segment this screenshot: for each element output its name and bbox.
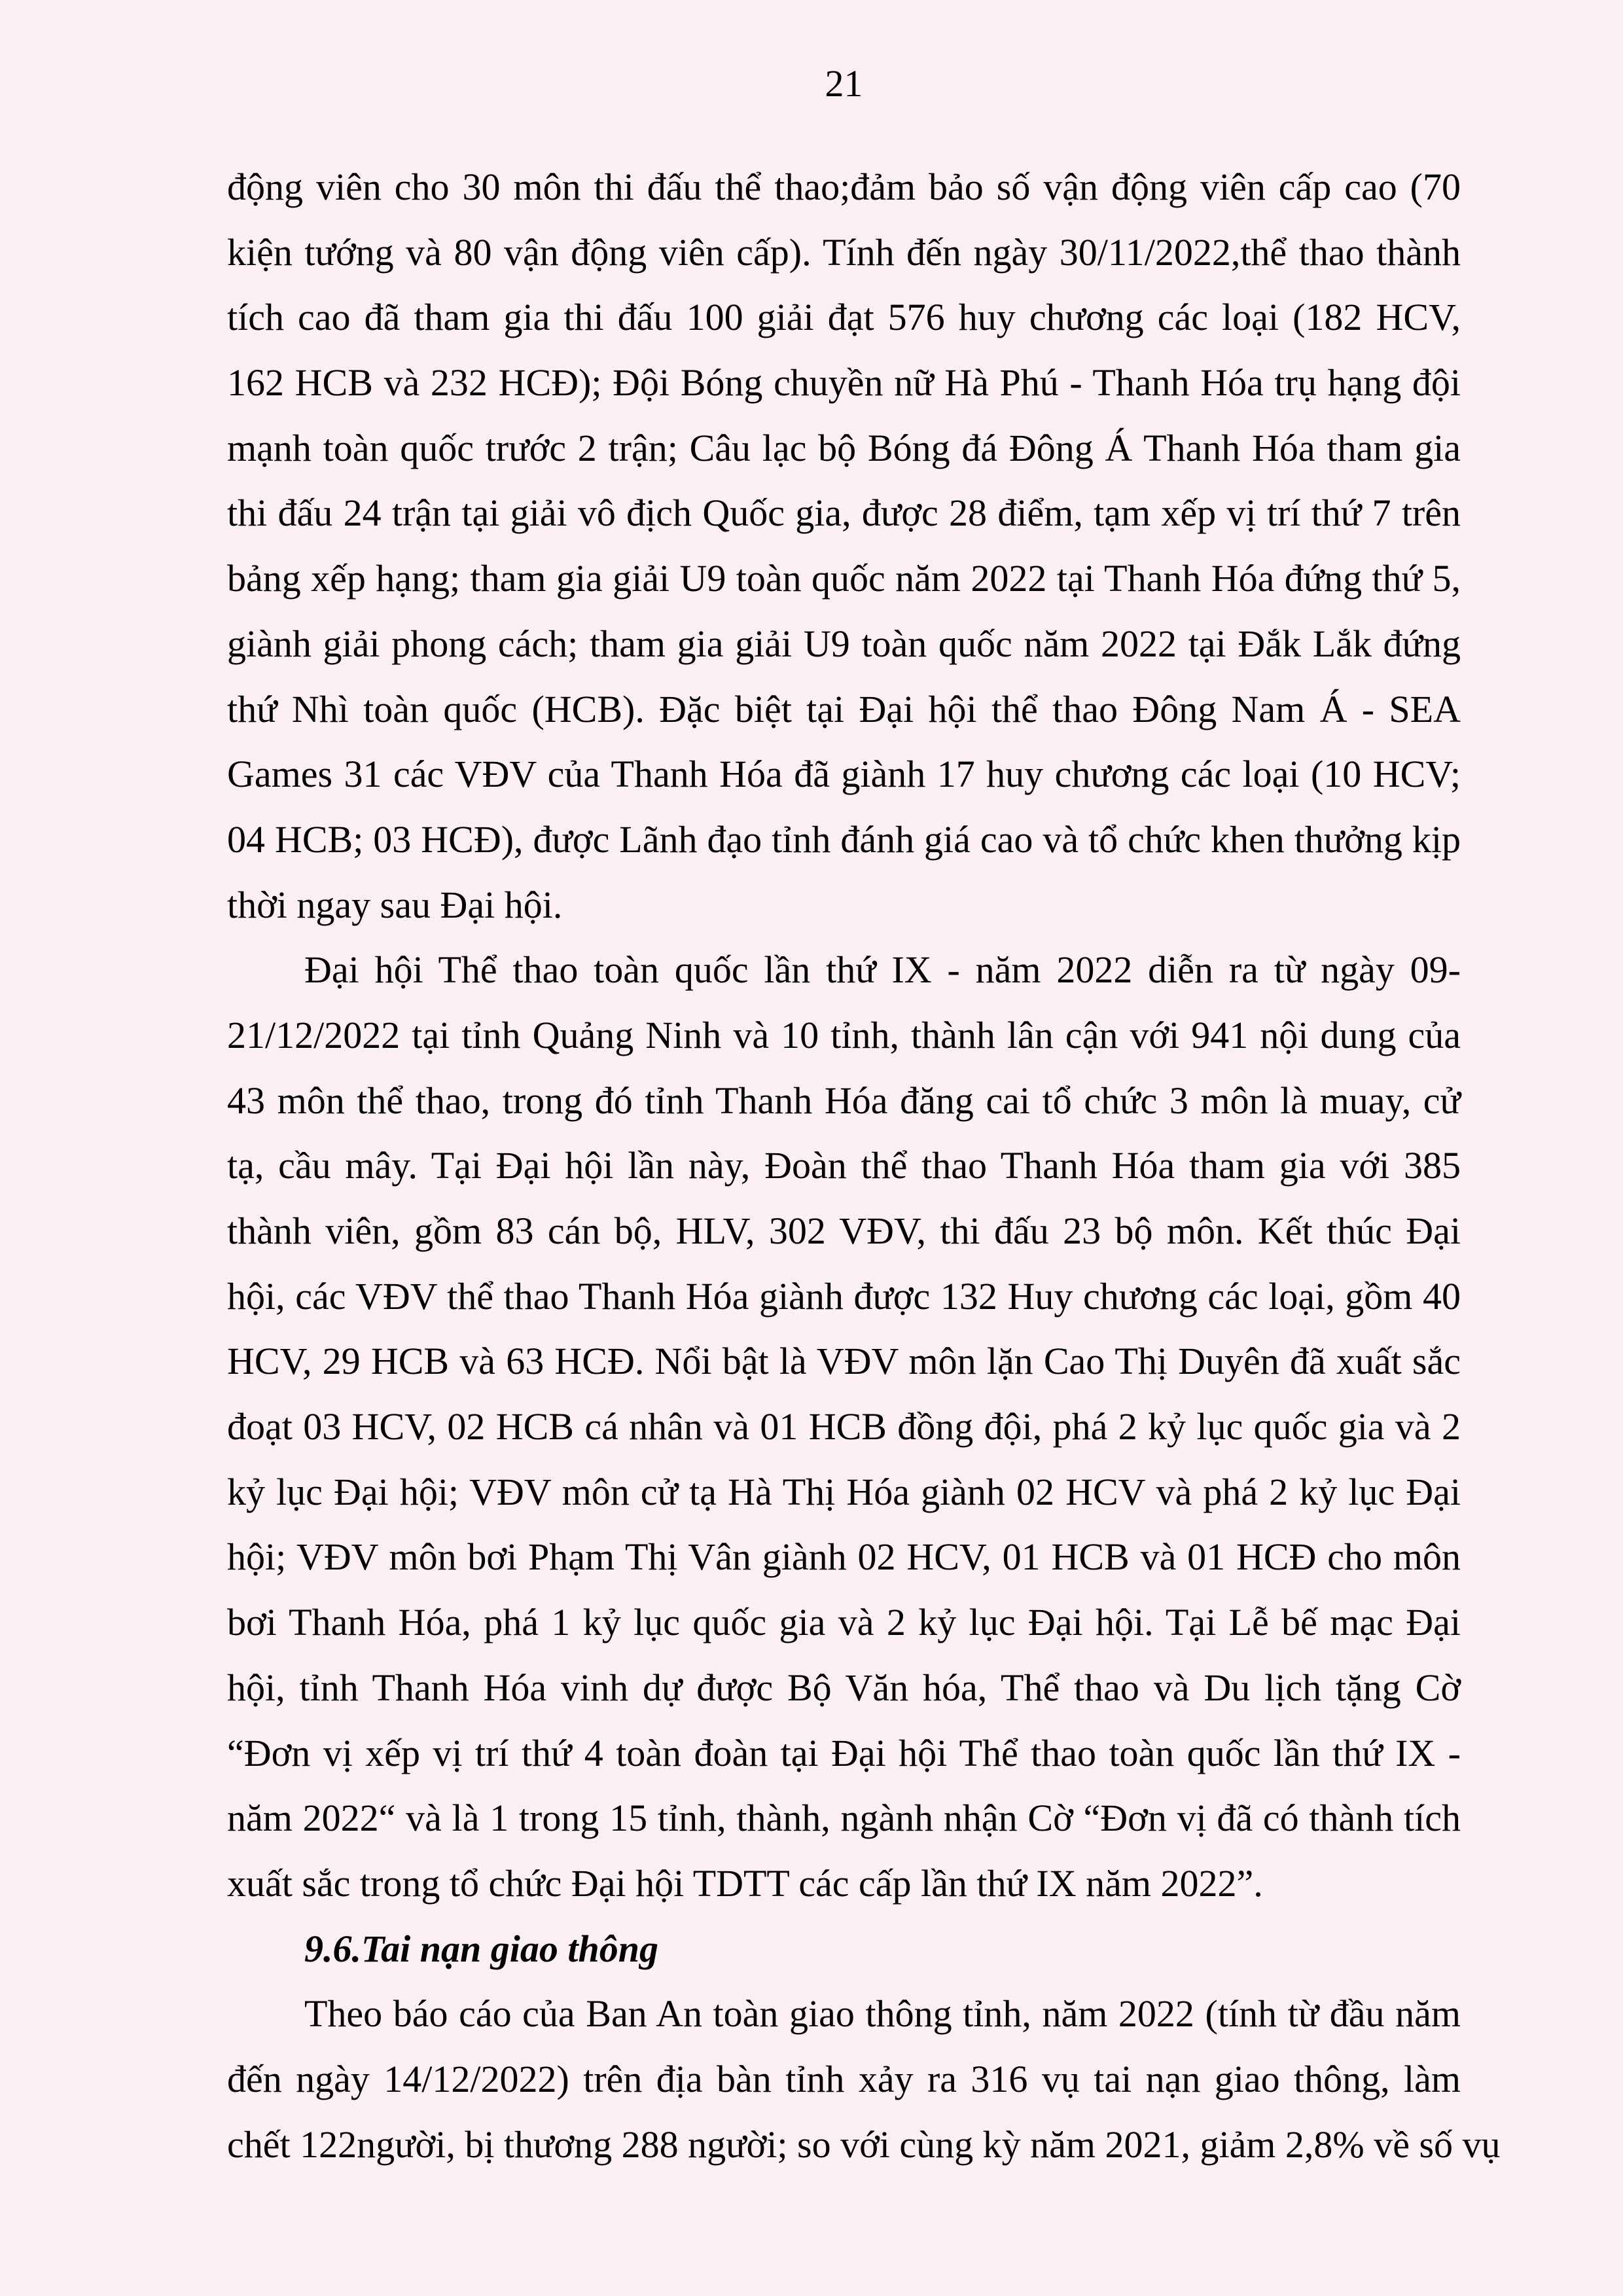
text-line: tích cao đã tham gia thi đấu 100 giải đạt 576 huy chương các loại (182 HCV, [227, 296, 1461, 339]
paragraph-3 [227, 1981, 1501, 2177]
text-line: Đại hội Thể thao toàn quốc lần thứ IX - năm 2022 diễn ra từ ngày 09- [304, 948, 1461, 992]
section-heading: 9.6.Tai nạn giao thông [304, 1927, 658, 1970]
text-line: thành viên, gồm 83 cán bộ, HLV, 302 VĐV, thi đấu 23 bộ môn. Kết thúc Đại [227, 1210, 1461, 1252]
text-line: thứ Nhì toàn quốc (HCB). Đặc biệt tại Đại hội thể thao Đông Nam Á - SEA [227, 687, 1461, 730]
paragraph-1 [227, 154, 1461, 937]
text-line: HCV, 29 HCB và 63 HCĐ. Nổi bật là VĐV môn lặn Cao Thị Duyên đã xuất sắc [227, 1340, 1461, 1383]
paragraph-2 [227, 937, 1461, 1916]
text-line: tạ, cầu mây. Tại Đại hội lần này, Đoàn thể thao Thanh Hóa tham gia với 385 [227, 1144, 1461, 1187]
text-line: hội, tỉnh Thanh Hóa vinh dự được Bộ Văn hóa, Thể thao và Du lịch tặng Cờ [227, 1666, 1461, 1709]
text-line: bảng xếp hạng; tham gia giải U9 toàn quốc năm 2022 tại Thanh Hóa đứng thứ 5, [227, 557, 1461, 600]
text-line: thi đấu 24 trận tại giải vô địch Quốc gia, được 28 điểm, tạm xếp vị trí thứ 7 trên [227, 492, 1461, 535]
text-line: giành giải phong cách; tham gia giải U9 toàn quốc năm 2022 tại Đắk Lắk đứng [227, 622, 1461, 665]
text-line: mạnh toàn quốc trước 2 trận; Câu lạc bộ Bóng đá Đông Á Thanh Hóa tham gia [227, 426, 1461, 469]
text-line: xuất sắc trong tổ chức Đại hội TDTT các cấp lần thứ IX năm 2022”. [227, 1861, 1263, 1905]
text-line: 162 HCB và 232 HCĐ); Đội Bóng chuyền nữ Hà Phú - Thanh Hóa trụ hạng đội [227, 361, 1461, 404]
text-line: động viên cho 30 môn thi đấu thể thao;đảm bảo số vận động viên cấp cao (70 [227, 166, 1461, 208]
text-line: 21/12/2022 tại tỉnh Quảng Ninh và 10 tỉnh, thành lân cận với 941 nội dung của [227, 1013, 1461, 1056]
text-line: “Đơn vị xếp vị trí thứ 4 toàn đoàn tại Đại hội Thể thao toàn quốc lần thứ IX - [227, 1731, 1461, 1774]
text-line: bơi Thanh Hóa, phá 1 kỷ lục quốc gia và 2 kỷ lục Đại hội. Tại Lễ bế mạc Đại [227, 1601, 1461, 1644]
text-line: Games 31 các VĐV của Thanh Hóa đã giành 17 huy chương các loại (10 HCV; [227, 753, 1461, 796]
text-line: hội, các VĐV thể thao Thanh Hóa giành được 132 Huy chương các loại, gồm 40 [227, 1274, 1461, 1318]
text-line: 04 HCB; 03 HCĐ), được Lãnh đạo tỉnh đánh giá cao và tổ chức khen thưởng kịp [227, 817, 1461, 861]
text-line: 43 môn thể thao, trong đó tỉnh Thanh Hóa đăng cai tổ chức 3 môn là muay, cử [227, 1079, 1461, 1122]
text-line: đến ngày 14/12/2022) trên địa bàn tỉnh xảy ra 316 vụ tai nạn giao thông, làm [227, 2057, 1461, 2100]
text-line: kỷ lục Đại hội; VĐV môn cử tạ Hà Thị Hóa giành 02 HCV và phá 2 kỷ lục Đại [227, 1470, 1461, 1513]
text-line: chết 122người, bị thương 288 người; so với cùng kỳ năm 2021, giảm 2,8% về số vụ [227, 2123, 1501, 2166]
page-number: 21 [825, 62, 863, 105]
body-text [227, 154, 1501, 2177]
text-line: đoạt 03 HCV, 02 HCB cá nhân và 01 HCB đồng đội, phá 2 kỷ lục quốc gia và 2 [227, 1405, 1461, 1448]
text-line: hội; VĐV môn bơi Phạm Thị Vân giành 02 HCV, 01 HCB và 01 HCĐ cho môn [227, 1535, 1461, 1579]
text-line: kiện tướng và 80 vận động viên cấp). Tính đến ngày 30/11/2022,thể thao thành [227, 230, 1461, 274]
text-line: thời ngay sau Đại hội. [227, 883, 563, 926]
text-line: Theo báo cáo của Ban An toàn giao thông tỉnh, năm 2022 (tính từ đầu năm [304, 1992, 1461, 2036]
text-line: năm 2022“ và là 1 trong 15 tỉnh, thành, ngành nhận Cờ “Đơn vị đã có thành tích [227, 1797, 1461, 1840]
